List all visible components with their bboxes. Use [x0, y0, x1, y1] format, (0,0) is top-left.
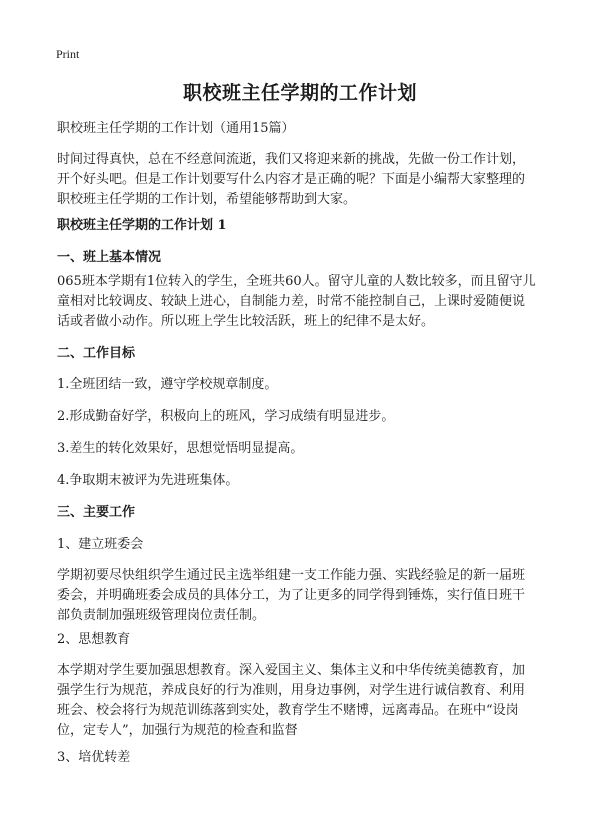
section1-paragraph: [57, 272, 547, 332]
goal-item: 3.差生的转化效果好，思想觉悟明显提高。: [57, 441, 304, 456]
work1-paragraph: [57, 566, 547, 626]
work2-paragraph: [57, 661, 547, 741]
work1-heading: 1、建立班委会: [57, 537, 144, 552]
work2-line: 强学生行为规范，养成良好的行为准则，用身边事例，对学生进行诚信教育、利用: [57, 683, 526, 698]
intro-line: 时间过得真快，总在不经意间流逝，我们又将迎来新的挑战，先做一份工作计划，: [57, 152, 526, 167]
intro-line: 开个好头吧。但是工作计划要写什么内容才是正确的呢？下面是小编帮大家整理的: [57, 172, 526, 187]
work2-heading: 2、思想教育: [57, 632, 131, 647]
print-label[interactable]: Print: [56, 47, 80, 61]
page-title: 职校班主任学期的工作计划: [182, 82, 417, 104]
work2-line: 班会、校会将行为规范训练落到实处，教育学生不赌博，远离毒品。在班中“设岗: [57, 703, 519, 718]
work1-line: 委会，并明确班委会成员的具体分工，为了让更多的同学得到锤炼，实行值日班干: [57, 588, 526, 603]
work2-line: 位，定专人”，加强行为规范的检查和监督: [57, 723, 298, 738]
section2-heading: 二、工作目标: [57, 346, 136, 361]
section1-line: 话或者做小动作。所以班上学生比较活跃，班上的纪律不是太好。: [57, 314, 435, 329]
section1-heading: 一、班上基本情况: [57, 250, 162, 265]
work3-heading: 3、培优转差: [57, 750, 131, 765]
work2-line: 本学期对学生要加强思想教育。深入爱国主义、集体主义和中华传统美德教育，加: [57, 663, 526, 678]
goal-item: 4.争取期末被评为先进班集体。: [57, 473, 239, 488]
goal-item: 2.形成勤奋好学，积极向上的班风，学习成绩有明显进步。: [57, 409, 395, 424]
plan1-heading: 职校班主任学期的工作计划 1: [57, 218, 227, 233]
intro-line: 职校班主任学期的工作计划，希望能够帮助到大家。: [57, 192, 357, 207]
intro-paragraph: [57, 150, 547, 210]
section1-line: 童相对比较调皮、较缺上进心，自制能力差，时常不能控制自己，上课时爱随便说: [57, 294, 526, 309]
subtitle: 职校班主任学期的工作计划（通用15篇）: [57, 121, 295, 136]
section1-line: 065班本学期有1位转入的学生，全班共60人。留守儿童的人数比较多，而且留守儿: [57, 274, 536, 289]
section3-heading: 三、主要工作: [57, 505, 136, 520]
work1-line: 学期初要尽快组织学生通过民主选举组建一支工作能力强、实践经验足的新一届班: [57, 568, 526, 583]
work1-line: 部负责制加强班级管理岗位责任制。: [57, 608, 266, 623]
goal-item: 1.全班团结一致，遵守学校规章制度。: [57, 377, 278, 392]
